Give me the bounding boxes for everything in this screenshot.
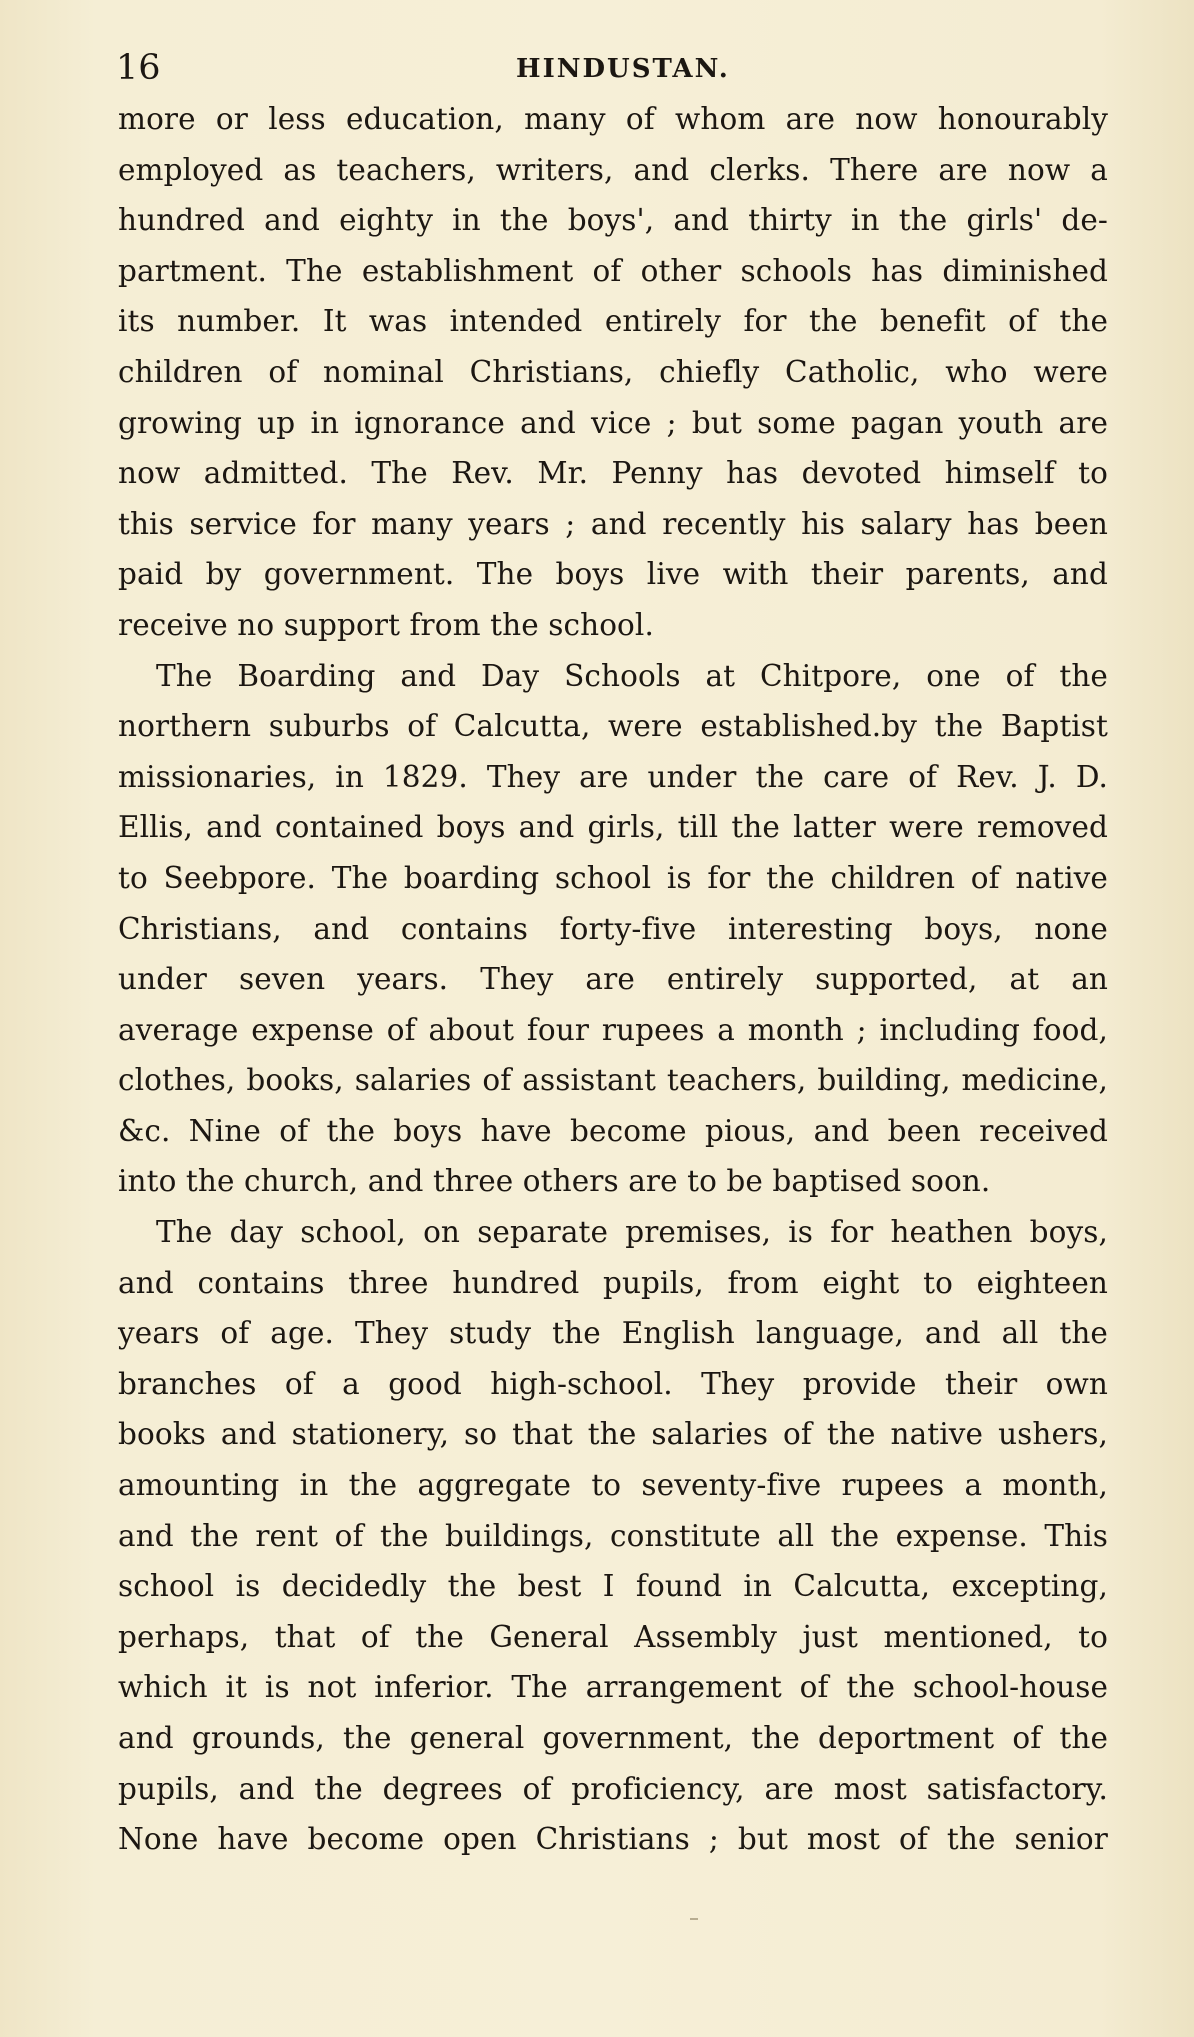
- text-line: and grounds, the general government, the deportment of the: [118, 1721, 1108, 1755]
- text-line: amounting in the aggregate to seventy-five rupees a month,: [118, 1468, 1108, 1503]
- text-line: partment. The establishment of other schools has diminished: [118, 253, 1108, 288]
- text-line: children of nominal Christians, chiefly Catholic, who were: [118, 354, 1108, 389]
- running-title: HINDUSTAN.: [516, 54, 730, 84]
- body-text: [118, 94, 1108, 1865]
- text-line: which it is not inferior. The arrangement of the school-house: [118, 1670, 1108, 1705]
- text-line: books and stationery, so that the salaries of the native ushers,: [118, 1417, 1108, 1452]
- paragraph-start-line: The Boarding and Day Schools at Chitpore, one of the: [156, 658, 1108, 693]
- text-line: &c. Nine of the boys have become pious, and been received: [118, 1113, 1108, 1148]
- text-line: more or less education, many of whom are now honourably: [118, 102, 1108, 136]
- text-line: and the rent of the buildings, constitute all the expense. This: [118, 1518, 1108, 1553]
- text-line: Christians, and contains forty-five interesting boys, none: [118, 911, 1108, 946]
- page-number: 16: [116, 48, 161, 88]
- text-line: missionaries, in 1829. They are under the care of Rev. J. D.: [118, 759, 1108, 794]
- text-line: perhaps, that of the General Assembly just mentioned, to: [118, 1619, 1108, 1654]
- text-line: years of age. They study the English language, and all the: [118, 1316, 1108, 1351]
- text-line: northern suburbs of Calcutta, were established.by the Baptist: [118, 709, 1108, 744]
- paper-speck: [690, 1918, 698, 1920]
- text-line: growing up in ignorance and vice ; but some pagan youth are: [118, 405, 1108, 440]
- text-line: paid by government. The boys live with their parents, and: [118, 557, 1108, 592]
- text-line: now admitted. The Rev. Mr. Penny has devoted himself to: [118, 456, 1108, 491]
- text-line: school is decidedly the best I found in Calcutta, excepting,: [118, 1569, 1108, 1604]
- text-line: branches of a good high-school. They provide their own: [118, 1366, 1108, 1401]
- paragraph-end-line: receive no support from the school.: [118, 607, 654, 642]
- text-line: Ellis, and contained boys and girls, till the latter were removed: [118, 810, 1108, 845]
- text-line: hundred and eighty in the boys', and thirty in the girls' de-: [118, 203, 1108, 238]
- text-line: employed as teachers, writers, and clerks. There are now a: [118, 152, 1108, 187]
- text-line: pupils, and the degrees of proficiency, are most satisfactory.: [118, 1771, 1108, 1806]
- text-line: average expense of about four rupees a month ; including food,: [118, 1012, 1108, 1047]
- text-line: and contains three hundred pupils, from eight to eighteen: [118, 1265, 1108, 1300]
- text-line: this service for many years ; and recently his salary has been: [118, 506, 1108, 541]
- text-line: its number. It was intended entirely for the benefit of the: [118, 304, 1108, 339]
- running-head: [116, 46, 1116, 90]
- text-line: under seven years. They are entirely supported, at an: [118, 962, 1108, 997]
- text-line: clothes, books, salaries of assistant teachers, building, medicine,: [118, 1063, 1108, 1098]
- text-line: to Seebpore. The boarding school is for the children of native: [118, 860, 1108, 895]
- paragraph-end-line: into the church, and three others are to be baptised soon.: [118, 1164, 991, 1199]
- text-line: None have become open Christians ; but most of the senior: [118, 1822, 1108, 1857]
- paragraph-start-line: The day school, on separate premises, is for heathen boys,: [156, 1215, 1108, 1250]
